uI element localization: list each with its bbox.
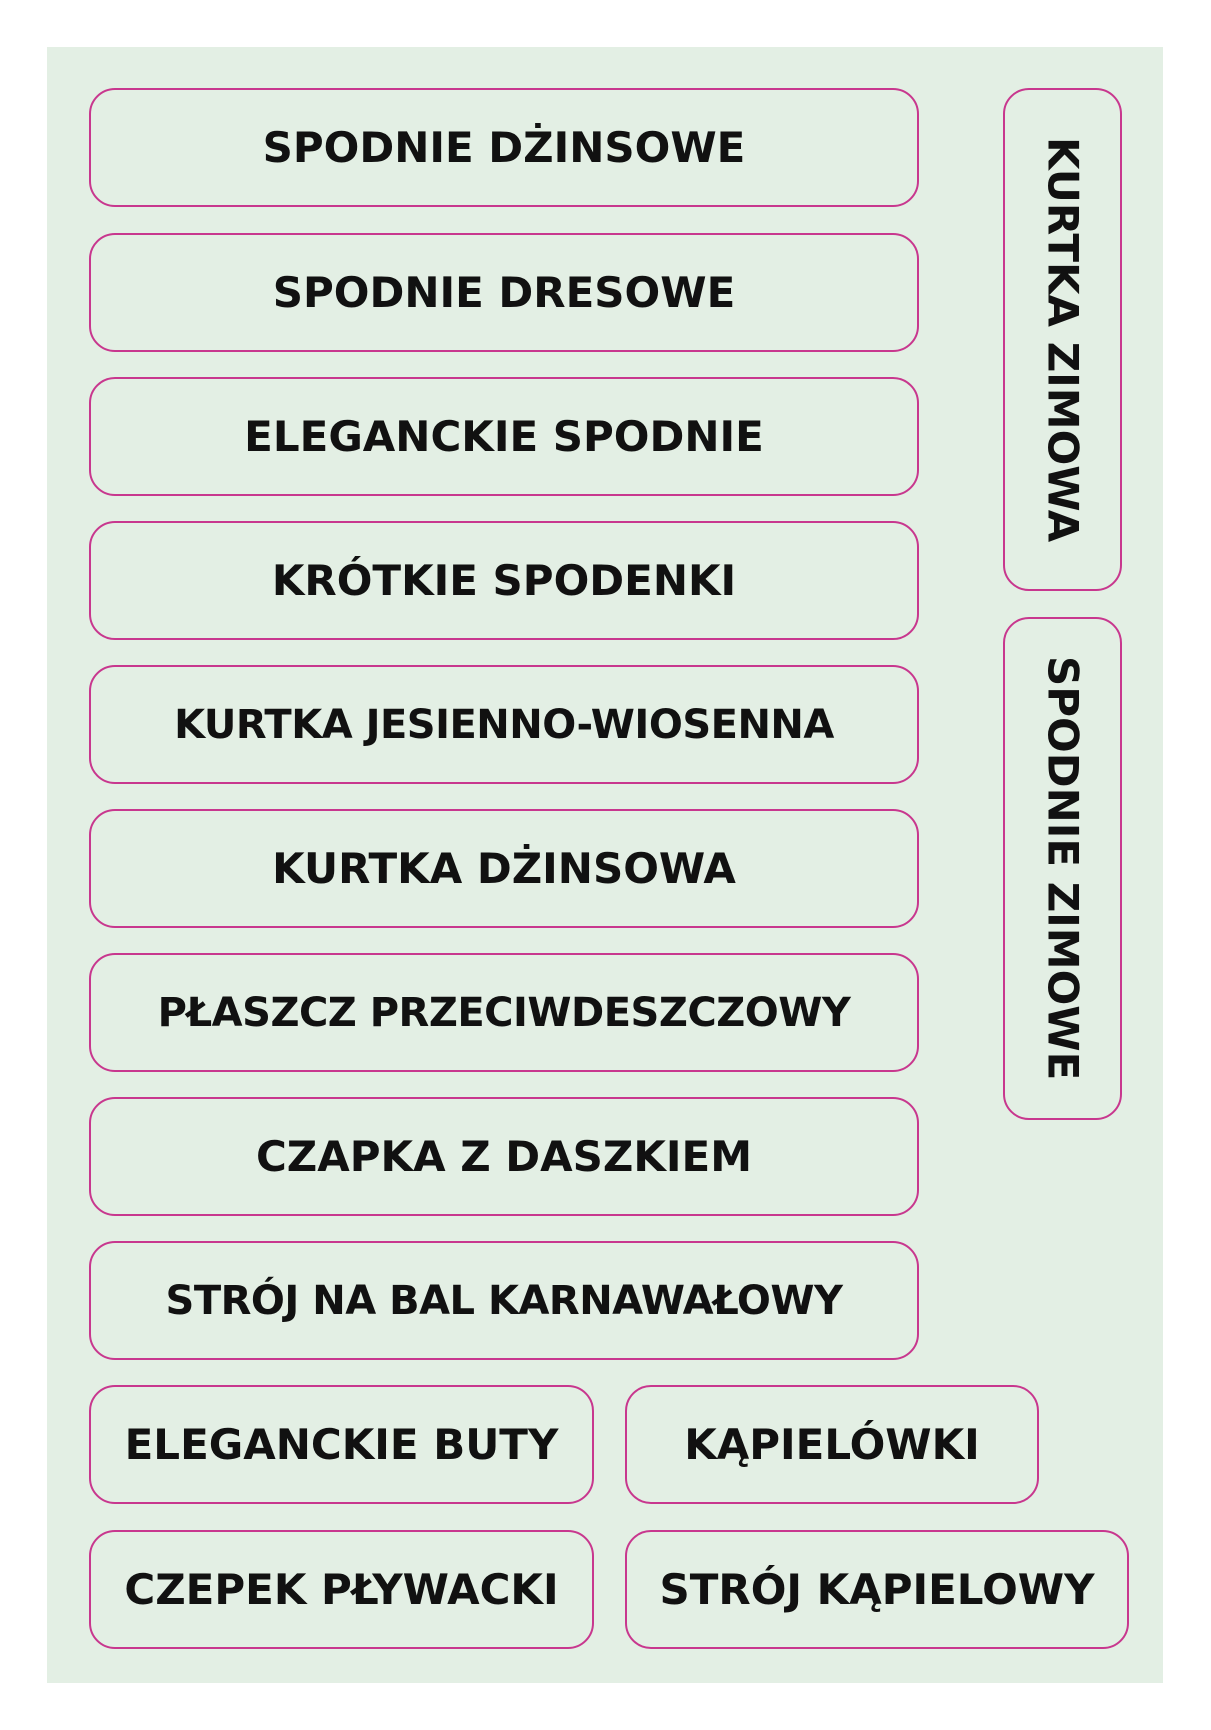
label-stroj-kapielowy: STRÓJ KĄPIELOWY bbox=[625, 1530, 1129, 1649]
label-kurtka-zimowa: KURTKA ZIMOWA bbox=[1003, 88, 1122, 591]
label-kurtka-dzinsowa: KURTKA DŻINSOWA bbox=[89, 809, 919, 928]
label-sheet bbox=[47, 47, 1163, 1683]
label-czepek-plywacki: CZEPEK PŁYWACKI bbox=[89, 1530, 594, 1649]
label-czapka-z-daszkiem: CZAPKA Z DASZKIEM bbox=[89, 1097, 919, 1216]
label-eleganckie-buty: ELEGANCKIE BUTY bbox=[89, 1385, 594, 1504]
label-spodnie-zimowe: SPODNIE ZIMOWE bbox=[1003, 617, 1122, 1120]
label-krotkie-spodenki: KRÓTKIE SPODENKI bbox=[89, 521, 919, 640]
label-plaszcz-przeciwdeszczowy: PŁASZCZ PRZECIWDESZCZOWY bbox=[89, 953, 919, 1072]
label-kurtka-jesienno-wiosenna: KURTKA JESIENNO-WIOSENNA bbox=[89, 665, 919, 784]
label-spodnie-dzinsowe: SPODNIE DŻINSOWE bbox=[89, 88, 919, 207]
label-stroj-na-bal-karnawalowy: STRÓJ NA BAL KARNAWAŁOWY bbox=[89, 1241, 919, 1360]
label-kapielowki: KĄPIELÓWKI bbox=[625, 1385, 1039, 1504]
label-eleganckie-spodnie: ELEGANCKIE SPODNIE bbox=[89, 377, 919, 496]
label-spodnie-dresowe: SPODNIE DRESOWE bbox=[89, 233, 919, 352]
